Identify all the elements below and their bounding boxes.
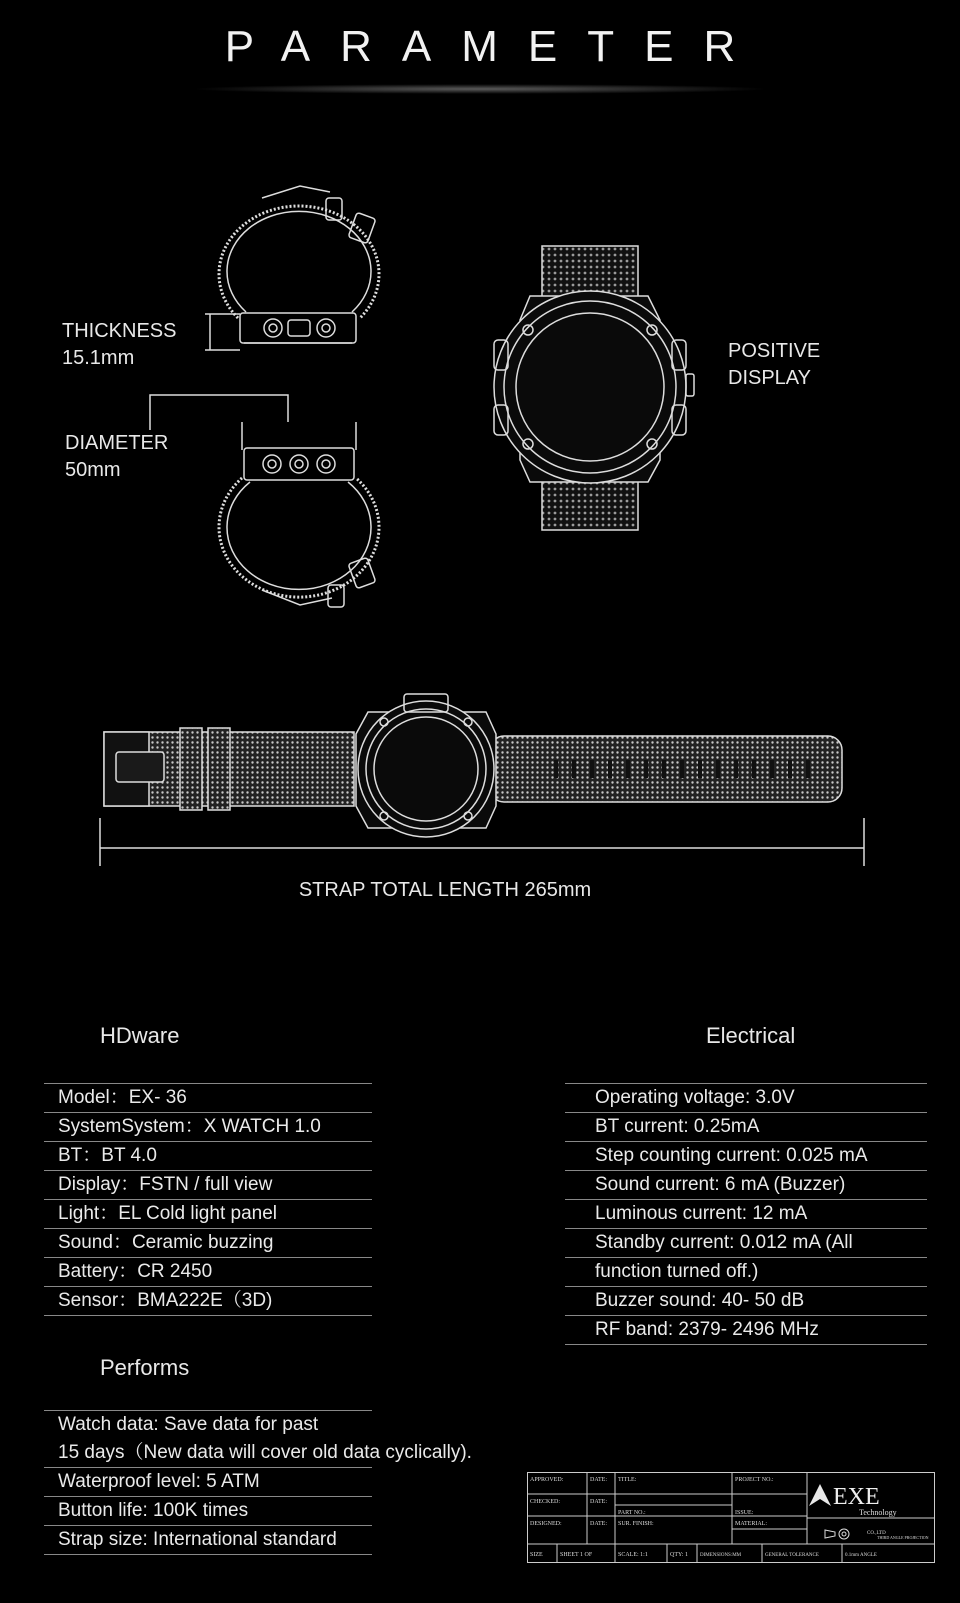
positive-display-label: POSITIVE DISPLAY <box>728 340 821 389</box>
spec-system: SystemSystem：X WATCH 1.0 <box>44 1112 372 1141</box>
exe-logo <box>809 1484 897 1517</box>
front-view-watch <box>494 246 694 530</box>
projection-symbol-icon <box>825 1529 849 1539</box>
spec-waterproof: Waterproof level: 5 ATM <box>44 1467 372 1496</box>
tb-sur-finish: SUR. FINISH: <box>618 1521 654 1527</box>
tb-brand-sub: Technology <box>859 1508 897 1517</box>
tb-dimensions: DIMENSIONS:MM <box>700 1553 742 1558</box>
spec-sound: Sound：Ceramic buzzing <box>44 1228 372 1257</box>
spec-buzzer-sound: Buzzer sound: 40- 50 dB <box>565 1286 927 1315</box>
tb-scale: SCALE: 1:1 <box>618 1552 648 1558</box>
spec-operating-voltage: Operating voltage: 3.0V <box>565 1083 927 1112</box>
spec-display: Display：FSTN / full view <box>44 1170 372 1199</box>
hdware-spec-list <box>44 1083 372 1316</box>
tb-projection: THIRD ANGLE PROJECTION <box>877 1535 929 1540</box>
spec-watch-data: Watch data: Save data for past <box>44 1410 372 1439</box>
spec-sensor: Sensor：BMA222E（3D) <box>44 1286 372 1316</box>
tb-brand: EXE <box>833 1484 880 1510</box>
tb-approved: APPROVED: <box>530 1477 564 1483</box>
page-title: PARAMETER <box>224 22 766 71</box>
spec-standby-current-cont: function turned off.) <box>565 1257 927 1286</box>
tb-tolerance: GENERAL TOLERANCE <box>765 1553 819 1558</box>
spec-sound-current: Sound current: 6 mA (Buzzer) <box>565 1170 927 1199</box>
electrical-title: Electrical <box>706 1023 796 1048</box>
tb-angle: 0.1mm ANGLE <box>845 1553 877 1558</box>
spec-strap-size: Strap size: International standard <box>44 1525 372 1555</box>
spec-rf-band: RF band: 2379- 2496 MHz <box>565 1315 927 1345</box>
spec-light: Light：EL Cold light panel <box>44 1199 372 1228</box>
tb-qty: QTY: 1 <box>670 1552 688 1558</box>
spec-step-current: Step counting current: 0.025 mA <box>565 1141 927 1170</box>
tb-checked: CHECKED: <box>530 1499 560 1505</box>
hdware-title: HDware <box>100 1023 180 1048</box>
spec-button-life: Button life: 100K times <box>44 1496 372 1525</box>
tb-title: TITLE: <box>618 1477 637 1483</box>
spec-bt-current: BT current: 0.25mA <box>565 1112 927 1141</box>
thickness-label: THICKNESS 15.1mm <box>62 320 177 369</box>
tb-date-1: DATE: <box>590 1477 607 1483</box>
spec-watch-data-cont: 15 days（New data will cover old data cyclically). <box>58 1442 472 1463</box>
strap-flat-view <box>100 694 864 866</box>
side-view-thickness <box>205 186 379 350</box>
tb-sheet: SHEET 1 OF <box>560 1552 593 1558</box>
tb-size: SIZE <box>530 1552 543 1558</box>
spec-model: Model：EX- 36 <box>44 1083 372 1112</box>
spec-battery: Battery：CR 2450 <box>44 1257 372 1286</box>
tb-project-no: PROJECT NO.: <box>735 1477 774 1483</box>
drawing-title-block <box>527 1472 935 1563</box>
spec-bt: BT：BT 4.0 <box>44 1141 372 1170</box>
strap-length-label: STRAP TOTAL LENGTH 265mm <box>298 879 592 901</box>
tb-date-2: DATE: <box>590 1499 607 1505</box>
tb-date-3: DATE: <box>590 1521 607 1527</box>
tb-part-no: PART NO.: <box>618 1510 646 1516</box>
side-view-diameter <box>150 395 379 607</box>
tb-company: CO.,LTD <box>867 1531 886 1536</box>
spec-standby-current: Standby current: 0.012 mA (All <box>565 1228 927 1257</box>
tb-issue: ISSUE: <box>735 1510 754 1516</box>
diameter-label: DIAMETER 50mm <box>65 432 169 481</box>
performs-spec-list <box>44 1410 472 1555</box>
electrical-spec-list <box>565 1083 927 1345</box>
tb-designed: DESIGNED: <box>530 1521 562 1527</box>
performs-title: Performs <box>100 1355 190 1380</box>
tb-material: MATERIAL: <box>735 1521 767 1527</box>
spec-luminous-current: Luminous current: 12 mA <box>565 1199 927 1228</box>
